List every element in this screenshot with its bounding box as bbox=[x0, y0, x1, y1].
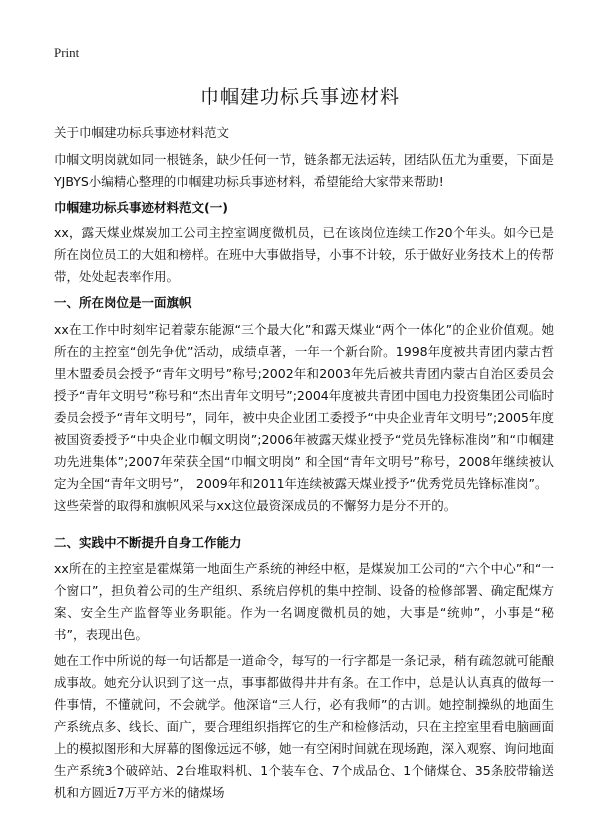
document-subtitle: 关于巾帼建功标兵事迹材料范文 bbox=[54, 125, 230, 140]
paragraph-1: xx，露天煤业煤炭加工公司主控室调度微机员，已在该岗位连续工作20个年头。如今已是所在岗位员工的大姐和榜样。在班中大事做指导，小事不计较，乐于做好业务技术上的传帮带，处处起表率作用。 bbox=[54, 225, 555, 284]
print-label[interactable]: Print bbox=[54, 45, 80, 60]
section-2-heading: 二、实践中不断提升自身工作能力 bbox=[54, 535, 242, 550]
article-heading: 巾帼建功标兵事迹材料范文(一) bbox=[54, 200, 228, 215]
paragraph-2: xx在工作中时刻牢记着蒙东能源“三个最大化”和露天煤业“两个一体化”的企业价值观。她所在的主控室“创先争优”活动，成绩卓著，一年一个新台阶。1998年度被共青团内蒙古哲里木盟委员会授予“青年文明号”称号;2002年和2003年先后被共青团内蒙古自治区委员会授予“青年文明号”称号和“杰出青年文明号”;2004年度被共青团中国电力投资集团公司临时委员会授予“青年文明号”，同年，被中央企业团工委授予“中央企业青年文明号”;2005年度被国资委授予“中央企业巾帼文明岗”;2006年被露天煤业授予“党员先锋标准岗”和“巾帼建功先进集体”;2007年荣获全国“巾帼文明岗” 和全国“青年文明号”称号，2008年继续被认定为全国“青年文明号”， 2009年和2011年连续被露天煤业授予“优秀党员先锋标准岗”。 bbox=[54, 322, 554, 491]
paragraph-5: 她在工作中所说的每一句话都是一道命令，每写的一行字都是一条记录，稍有疏忽就可能酿成事故。她充分认识到了这一点，事事都做得井井有条。在工作中，总是认认真真的做每一件事情，不懂就问，不会就学。他深谙“三人行，必有我师”的古训。她控制操纵的地面生产系统点多、线长、面广，要合理组织指挥它的生产和检修活动，只在主控室里看电脑画面上的模拟图形和大屏幕的图像远远不够，她一有空闲时间就在现场跑，深入观察、询问地面生产系统3个破碎站、2台堆取料机、1个装车仓、7个成品仓、1个储煤仓、35条胶带输送机和方圆近7万平方米的储煤场 bbox=[54, 653, 555, 800]
section-1-heading: 一、所在岗位是一面旗帜 bbox=[54, 295, 192, 310]
intro-paragraph: 巾帼文明岗就如同一根链条，缺少任何一节，链条都无法运转，团结队伍尤为重要，下面是YJBYS小编精心整理的巾帼建功标兵事迹材料，希望能给大家带来帮助! bbox=[54, 152, 555, 189]
paragraph-4: xx所在的主控室是霍煤第一地面生产系统的神经中枢，是煤炭加工公司的“六个中心”和“一个窗口”，担负着公司的生产组织、系统启停机的集中控制、设备的检修部署、确定配煤方案、安全生产监督等业务职能。作为一名调度微机员的她，大事是“统帅”，小事是“秘书”，表现出色。 bbox=[54, 561, 554, 642]
paragraph-3: 这些荣誉的取得和旗帜风采与xx这位最资深成员的不懈努力是分不开的。 bbox=[54, 498, 457, 513]
document-title: 巾帼建功标兵事迹材料 bbox=[199, 86, 400, 108]
